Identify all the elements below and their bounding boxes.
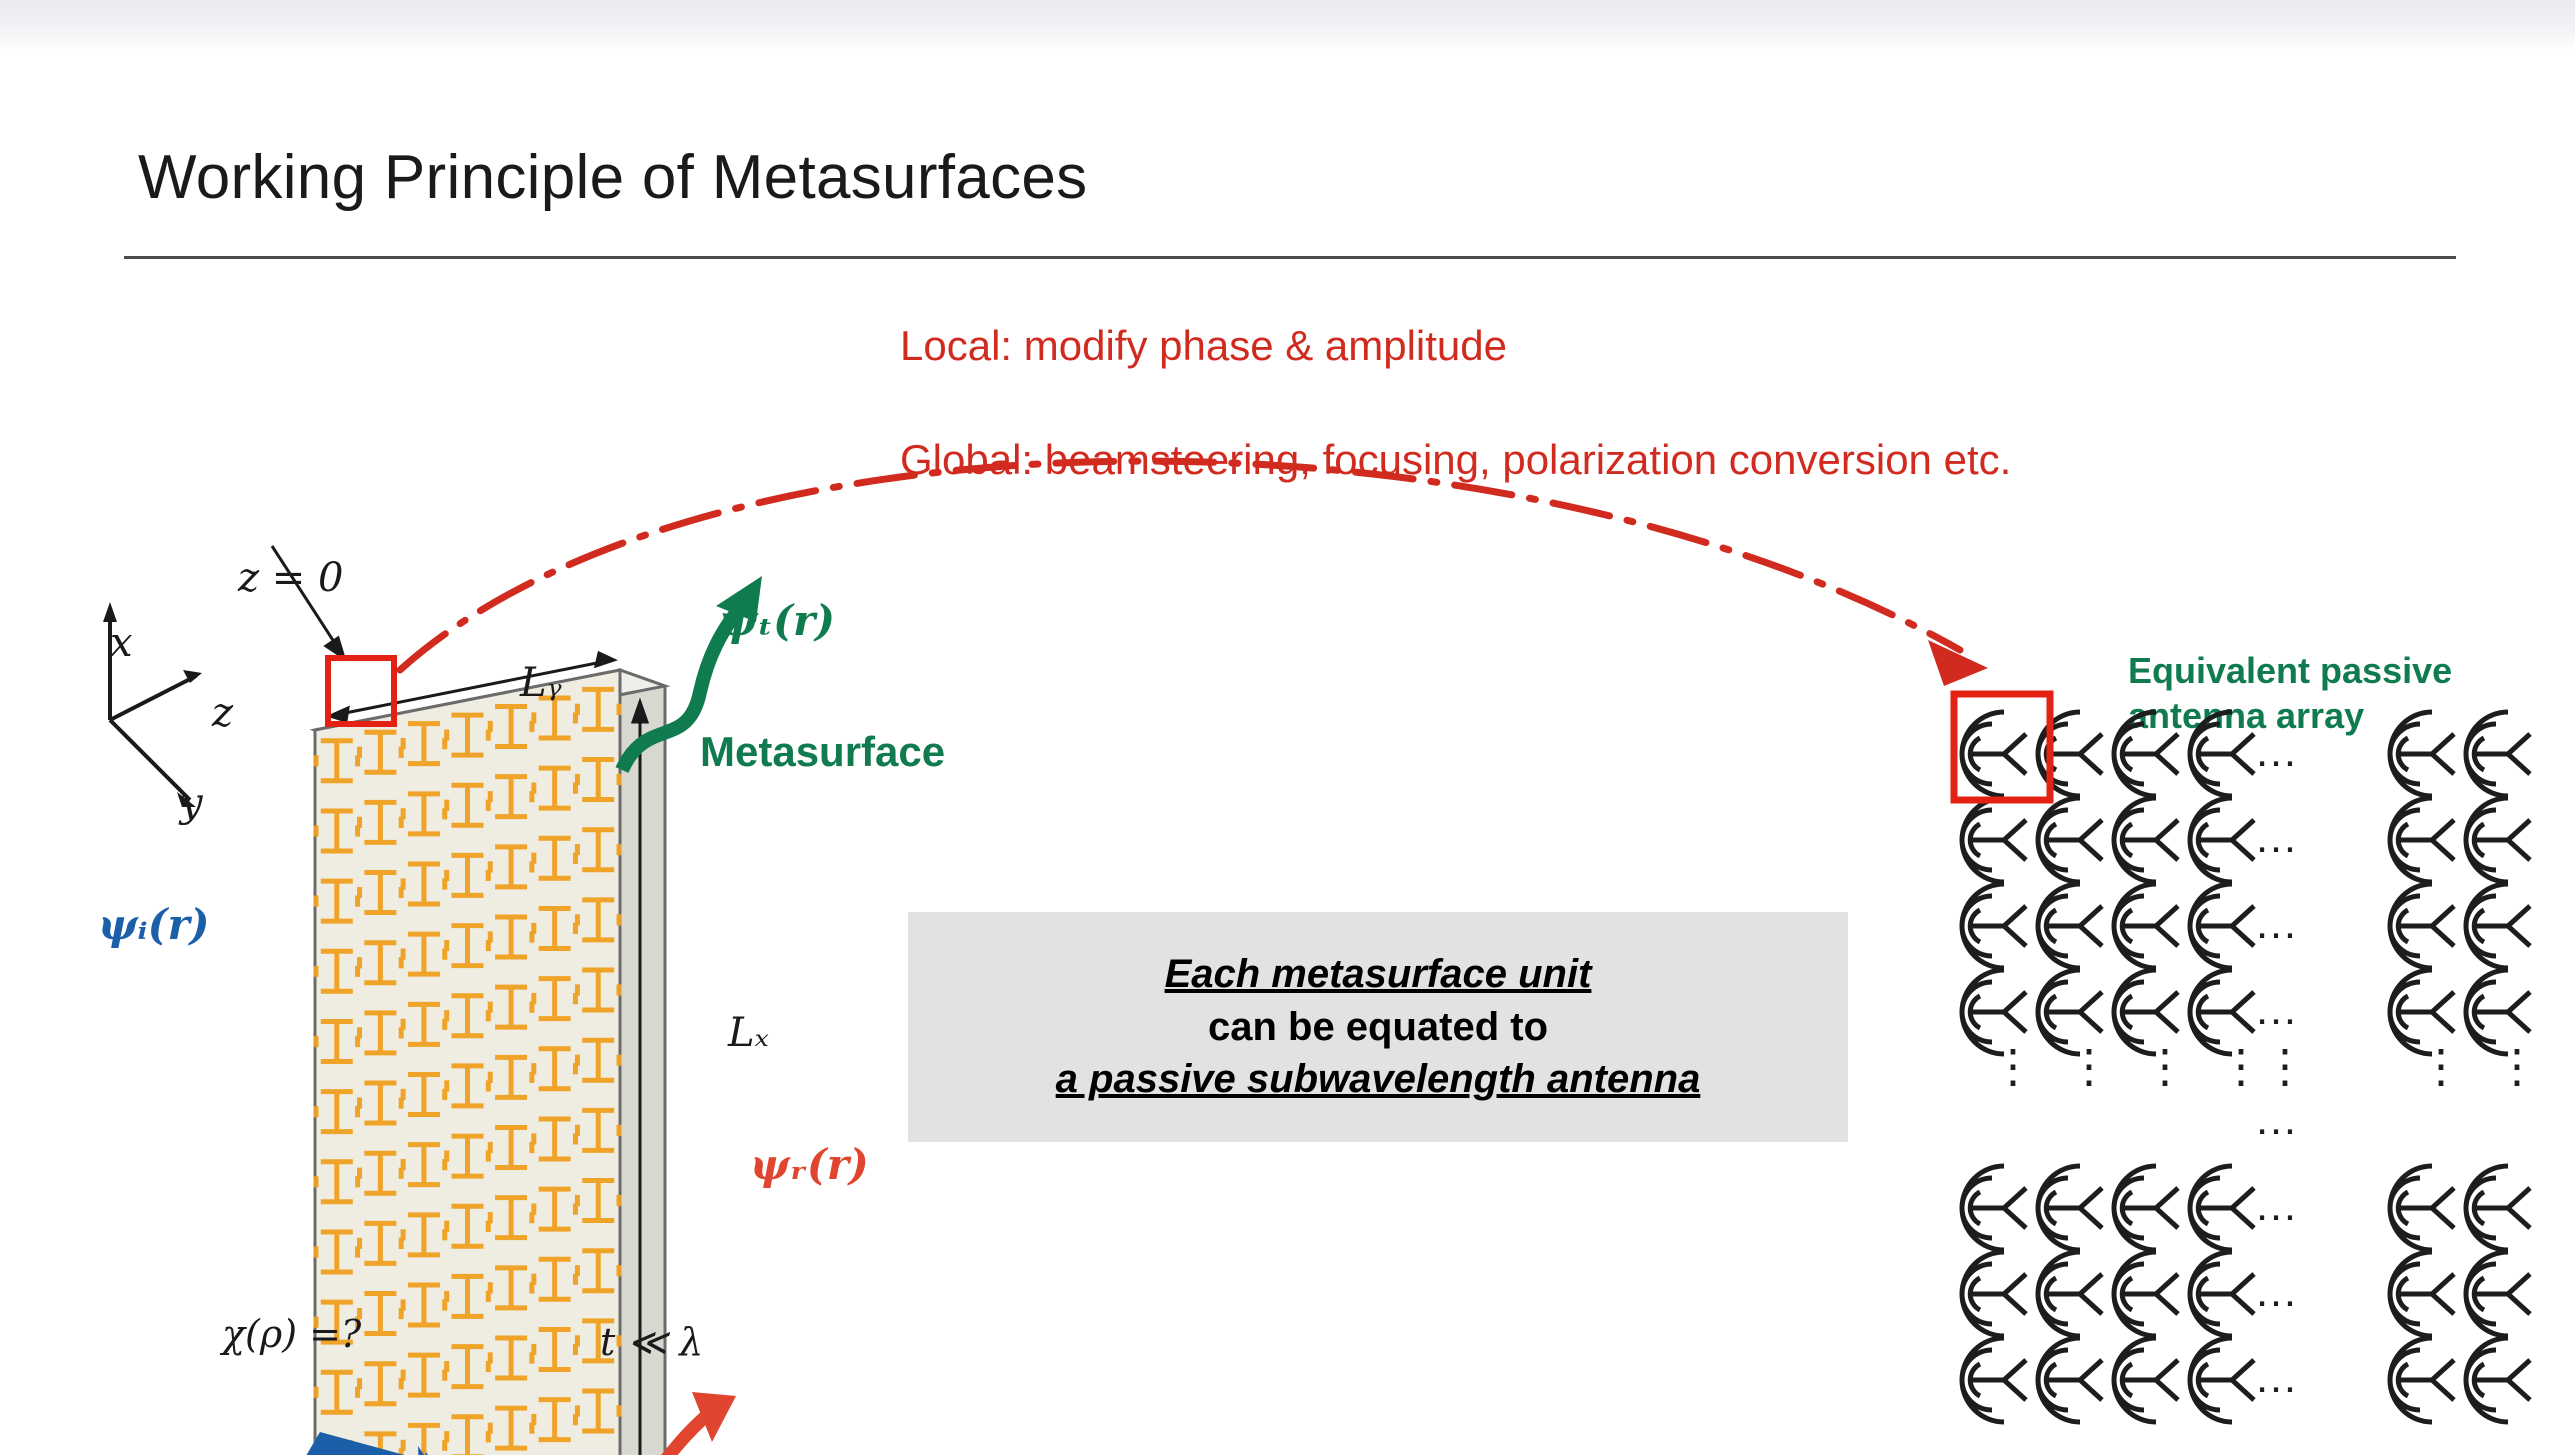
page-title: Working Principle of Metasurfaces (138, 142, 1088, 212)
svg-text:⋮: ⋮ (2262, 1040, 2308, 1092)
svg-text:⋮: ⋮ (2494, 1040, 2540, 1092)
label-metasurface: Metasurface (700, 728, 946, 775)
equivalence-connector (400, 460, 2160, 780)
label-ly: Lᵧ (520, 660, 562, 706)
callout-line-1: Each metasurface unit (1164, 951, 1592, 996)
svg-text:…: … (2254, 1353, 2298, 1402)
svg-text:…: … (2254, 1095, 2298, 1144)
callout-line-2: can be equated to (1207, 1004, 1549, 1049)
label-axis-z: z (212, 690, 234, 736)
antenna-array-title-line2: antenna array (2128, 695, 2365, 736)
label-z-equals-zero: z = 0 (238, 555, 344, 601)
label-transmitted-wave: ψₜ(r) (718, 596, 835, 645)
svg-text:…: … (2254, 899, 2298, 948)
antenna-array-title-line1: Equivalent passive (2128, 650, 2453, 691)
svg-text:…: … (2254, 985, 2298, 1034)
label-lx: Lₓ (728, 1010, 769, 1056)
antenna-array (1930, 680, 2560, 1440)
svg-text:⋮: ⋮ (2142, 1040, 2188, 1092)
label-reflected-wave: ψᵣ(r) (750, 1140, 869, 1189)
top-band (0, 0, 2575, 52)
svg-text:⋮: ⋮ (2218, 1040, 2264, 1092)
svg-text:⋮: ⋮ (2418, 1040, 2464, 1092)
bullet-local: Local: modify phase & amplitude (900, 322, 1508, 369)
callout-line-3: a passive subwavelength antenna (1055, 1057, 1701, 1102)
svg-text:…: … (2254, 1267, 2298, 1316)
svg-text:⋮: ⋮ (2066, 1040, 2112, 1092)
callout-box (908, 912, 1848, 1142)
label-axis-y: y (180, 780, 203, 826)
svg-text:…: … (2254, 1181, 2298, 1230)
label-thickness: t ≪ λ (600, 1320, 704, 1364)
svg-text:⋮: ⋮ (1990, 1040, 2036, 1092)
label-incident-wave: ψᵢ(r) (98, 900, 210, 949)
label-susceptibility: χ(ρ) =? (222, 1312, 362, 1356)
svg-text:…: … (2254, 727, 2298, 776)
label-axis-x: x (110, 620, 133, 666)
bullet-global: Global: beamsteering, focusing, polarization conversion etc. (900, 436, 2012, 483)
svg-text:…: … (2254, 813, 2298, 862)
title-divider (124, 256, 2456, 259)
